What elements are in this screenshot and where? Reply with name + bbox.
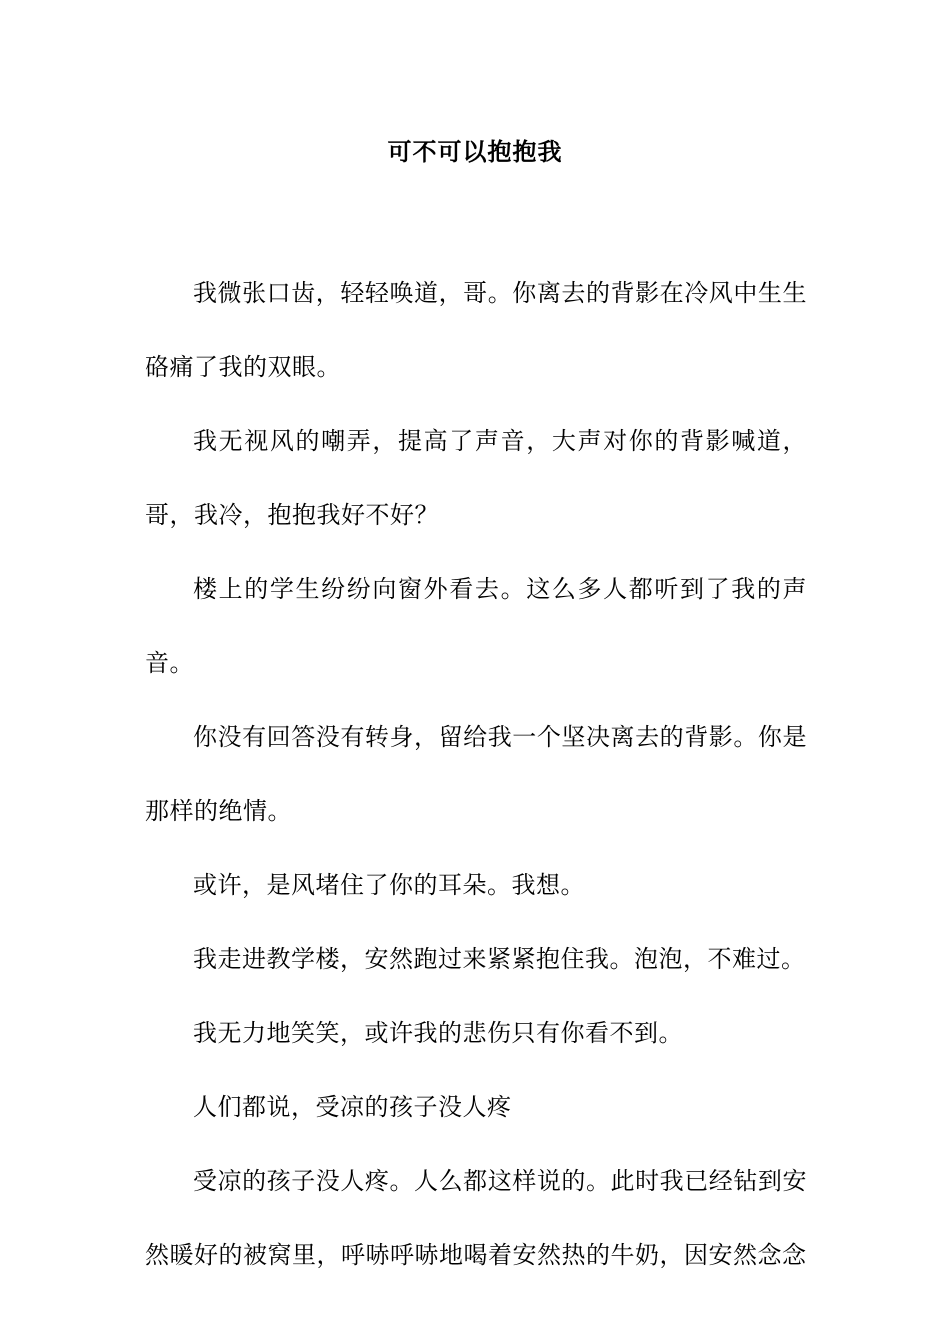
paragraph: 人们都说，受凉的孩子没人疼 [193,1093,512,1121]
document-body [145,256,807,1292]
paragraph: 我走进教学楼，安然跑过来紧紧抱住我。泡泡，不难过。 [193,945,806,973]
document-title: 可不可以抱抱我 [387,137,563,166]
paragraph: 我无视风的嘲弄，提高了声音，大声对你的背影喊道，哥，我冷，抱抱我好不好？ [145,427,807,529]
paragraph: 我微张口齿，轻轻唤道，哥。你离去的背影在冷风中生生硌痛了我的双眼。 [145,279,807,381]
paragraph: 我无力地笑笑，或许我的悲伤只有你看不到。 [193,1019,683,1047]
paragraph: 楼上的学生纷纷向窗外看去。这么多人都听到了我的声音。 [145,575,807,677]
paragraph: 或许，是风堵住了你的耳朵。我想。 [193,871,585,899]
paragraph: 受凉的孩子没人疼。人么都这样说的。此时我已经钻到安然暖好的被窝里，呼哧呼哧地喝着安然热的牛奶，因安然念念 [145,1167,807,1269]
paragraph: 你没有回答没有转身，留给我一个坚决离去的背影。你是那样的绝情。 [145,723,807,825]
